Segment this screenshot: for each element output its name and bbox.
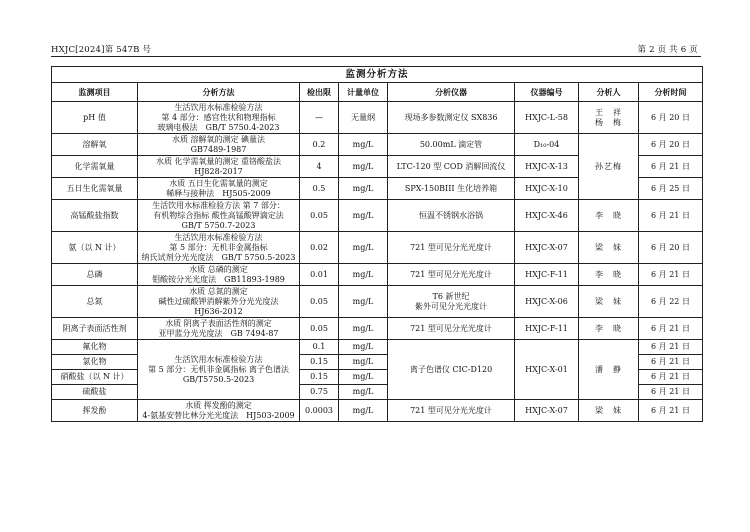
unit: mg/L [339, 178, 388, 200]
analysis-date: 6 月 22 日 [639, 286, 703, 318]
instrument-number: HXJC-F-11 [515, 318, 579, 340]
analyst-line: 孙艺梅 [595, 161, 622, 171]
analysis-method-line: 第 5 部分：无机非金属指标 离子色谱法 [148, 364, 289, 374]
analyst-line: 王 祥 [595, 107, 622, 117]
methods-table [51, 66, 703, 422]
unit: mg/L [339, 232, 388, 264]
monitoring-item: 氨（以 N 计） [52, 232, 138, 264]
analysis-method [138, 102, 300, 134]
analysis-method [138, 200, 300, 232]
analysis-method-line: 第 4 部分：感官性状和物理指标 [161, 112, 276, 122]
table-row [52, 264, 703, 286]
instrument-number: HXJC-X-06 [515, 286, 579, 318]
detection-limit: 0.05 [300, 286, 339, 318]
column-header: 计量单位 [339, 83, 388, 102]
instrument [388, 178, 515, 200]
instrument-line: 721 型可见分光光度计 [410, 242, 492, 252]
analysis-method-line: 水质 总氮的测定 [189, 286, 248, 296]
instrument [388, 232, 515, 264]
analysis-date: 6 月 21 日 [639, 200, 703, 232]
analysis-method [138, 400, 300, 422]
monitoring-item: 氯化物 [52, 355, 138, 370]
instrument-number: HXJC-X-01 [515, 340, 579, 400]
column-header: 监测项目 [52, 83, 138, 102]
analyst-line: 梁 妹 [595, 296, 622, 306]
analysis-method [138, 156, 300, 178]
analysis-method-line: GB/T5750.5-2023 [182, 374, 255, 384]
monitoring-item: 硝酸盐（以 N 计） [52, 370, 138, 385]
analysis-method-line: 亚甲蓝分光光度法 GB 7494-87 [158, 328, 279, 338]
table-title: 监测分析方法 [52, 67, 703, 83]
analysis-date: 6 月 20 日 [639, 134, 703, 156]
table-row [52, 134, 703, 156]
analysis-date: 6 月 21 日 [639, 340, 703, 355]
detection-limit: 0.02 [300, 232, 339, 264]
table-row [52, 232, 703, 264]
instrument [388, 400, 515, 422]
analysis-method [138, 178, 300, 200]
table-row [52, 200, 703, 232]
analysis-date: 6 月 21 日 [639, 156, 703, 178]
analysis-method-line: 生活饮用水标准检验方法 [174, 232, 263, 242]
analysis-method-line: 水质 溶解氧的测定 碘量法 [171, 134, 266, 144]
unit: 无量纲 [339, 102, 388, 134]
analyst [579, 286, 639, 318]
monitoring-item: 总磷 [52, 264, 138, 286]
analyst [579, 200, 639, 232]
analysis-method-line: 水质 阴离子表面活性剂的测定 [165, 318, 272, 328]
instrument-number: HXJC-X-10 [515, 178, 579, 200]
unit: mg/L [339, 370, 388, 385]
table-row [52, 318, 703, 340]
detection-limit: 0.05 [300, 200, 339, 232]
instrument-number: HXJC-L-58 [515, 102, 579, 134]
analysis-method-line: 玻璃电极法 GB/T 5750.4-2023 [157, 122, 280, 132]
instrument-line: 现场多参数测定仪 SX836 [404, 112, 498, 122]
unit: mg/L [339, 134, 388, 156]
analyst [579, 134, 639, 200]
analyst [579, 232, 639, 264]
analysis-method-line: GB7489-1987 [190, 144, 247, 154]
analyst [579, 264, 639, 286]
detection-limit: 0.0003 [300, 400, 339, 422]
monitoring-item: 阴离子表面活性剂 [52, 318, 138, 340]
instrument [388, 200, 515, 232]
table-row [52, 286, 703, 318]
instrument-number: HXJC-F-11 [515, 264, 579, 286]
instrument-line: SPX-150BIII 生化培养箱 [404, 183, 498, 193]
instrument [388, 134, 515, 156]
analyst [579, 400, 639, 422]
instrument-line: 紫外可见分光光度计 [415, 301, 487, 311]
instrument-number: HXJC-X-13 [515, 156, 579, 178]
monitoring-item: 硫酸盐 [52, 385, 138, 400]
detection-limit: 0.5 [300, 178, 339, 200]
analyst-line: 梁 妹 [595, 242, 622, 252]
analysis-method-line: 第 5 部分：无机非金属指标 [169, 242, 268, 252]
analysis-method-line: 生活饮用水标准检验方法 [174, 102, 263, 112]
analyst-line: 李 晓 [595, 269, 622, 279]
column-header: 分析时间 [639, 83, 703, 102]
instrument-line: 721 型可见分光光度计 [410, 269, 492, 279]
unit: mg/L [339, 200, 388, 232]
analysis-method-line: 水质 总磷的测定 [189, 264, 248, 274]
analysis-method [138, 340, 300, 400]
unit: mg/L [339, 385, 388, 400]
detection-limit: 0.01 [300, 264, 339, 286]
detection-limit: 4 [300, 156, 339, 178]
instrument-number: HXJC-X-07 [515, 400, 579, 422]
instrument-line: 721 型可见分光光度计 [410, 323, 492, 333]
monitoring-item: 总氮 [52, 286, 138, 318]
analysis-method-line: 生活饮用水标准检验方法 [174, 354, 263, 364]
instrument-number: HXJC-X-46 [515, 200, 579, 232]
unit: mg/L [339, 400, 388, 422]
column-header: 分析人 [579, 83, 639, 102]
instrument-line: T6 新世纪 [432, 291, 470, 301]
analyst [579, 318, 639, 340]
analysis-method-line: GB/T 5750.7-2023 [181, 220, 256, 230]
analysis-method [138, 318, 300, 340]
analysis-date: 6 月 21 日 [639, 400, 703, 422]
instrument-line: LTC-120 型 COD 消解回流仪 [396, 161, 506, 171]
analysis-date: 6 月 21 日 [639, 370, 703, 385]
analysis-method [138, 232, 300, 264]
table-row [52, 102, 703, 134]
instrument [388, 264, 515, 286]
analyst-line: 杨 梅 [595, 117, 622, 127]
detection-limit: 0.05 [300, 318, 339, 340]
instrument [388, 102, 515, 134]
detection-limit: 0.2 [300, 134, 339, 156]
analysis-method [138, 286, 300, 318]
header-rule [51, 56, 701, 57]
detection-limit: 0.15 [300, 370, 339, 385]
detection-limit: 0.15 [300, 355, 339, 370]
analysis-date: 6 月 21 日 [639, 264, 703, 286]
monitoring-item: 高锰酸盐指数 [52, 200, 138, 232]
instrument-number: HXJC-X-07 [515, 232, 579, 264]
detection-limit: 0.1 [300, 340, 339, 355]
analysis-method-line: HJ636-2012 [194, 306, 243, 316]
instrument-number: D₁₀-04 [515, 134, 579, 156]
analyst-line: 潘 静 [595, 364, 622, 374]
instrument [388, 286, 515, 318]
analysis-method-line: 4-氨基安替比林分光光度法 HJ503-2009 [142, 410, 295, 420]
analyst [579, 340, 639, 400]
detection-limit: — [300, 102, 339, 134]
instrument [388, 156, 515, 178]
unit: mg/L [339, 340, 388, 355]
analysis-method-line: 水质 五日生化需氧量的测定 [169, 178, 268, 188]
analyst [579, 102, 639, 134]
analysis-method [138, 264, 300, 286]
instrument-line: 50.00mL 滴定管 [419, 139, 483, 149]
page-number: 第 2 页 共 6 页 [637, 45, 698, 55]
analysis-method-line: 钼酸铵分光光度法 GB11893-1989 [152, 274, 285, 284]
analysis-method-line: 生活饮用水标准检验方法 第 7 部分： [152, 200, 285, 210]
monitoring-item: 溶解氧 [52, 134, 138, 156]
monitoring-item: 挥发酚 [52, 400, 138, 422]
analysis-date: 6 月 20 日 [639, 102, 703, 134]
monitoring-item: 氟化物 [52, 340, 138, 355]
analysis-method-line: 水质 化学需氧量的测定 重铬酸盐法 [155, 156, 282, 166]
analysis-method-line: 水质 挥发酚的测定 [185, 400, 252, 410]
monitoring-item: 五日生化需氧量 [52, 178, 138, 200]
analysis-method-line: 稀释与接种法 HJ505-2009 [166, 188, 271, 198]
column-header: 分析仪器 [388, 83, 515, 102]
column-header: 分析方法 [138, 83, 300, 102]
unit: mg/L [339, 286, 388, 318]
table-row [52, 340, 703, 355]
analysis-method-line: 碱性过硫酸钾消解紫外分光光度法 [158, 296, 279, 306]
analysis-method-line: 有机物综合指标 酸性高锰酸钾滴定法 [153, 210, 284, 220]
instrument [388, 318, 515, 340]
analyst-line: 梁 妹 [595, 405, 622, 415]
report-number: HXJC[2024]第 547B 号 [51, 45, 152, 55]
monitoring-item: 化学需氧量 [52, 156, 138, 178]
analysis-method-line: HJ828-2017 [194, 166, 243, 176]
column-header: 仪器编号 [515, 83, 579, 102]
analyst-line: 李 晓 [595, 210, 622, 220]
detection-limit: 0.75 [300, 385, 339, 400]
analysis-date: 6 月 20 日 [639, 232, 703, 264]
unit: mg/L [339, 156, 388, 178]
monitoring-item: pH 值 [52, 102, 138, 134]
unit: mg/L [339, 318, 388, 340]
analysis-date: 6 月 25 日 [639, 178, 703, 200]
instrument-line: 721 型可见分光光度计 [410, 405, 492, 415]
instrument [388, 340, 515, 400]
analysis-date: 6 月 21 日 [639, 355, 703, 370]
instrument-line: 恒温不锈钢水浴锅 [419, 210, 483, 220]
unit: mg/L [339, 264, 388, 286]
column-header: 检出限 [300, 83, 339, 102]
instrument-line: 离子色谱仪 CIC-D120 [409, 364, 493, 374]
table-row [52, 400, 703, 422]
analysis-date: 6 月 21 日 [639, 385, 703, 400]
analyst-line: 李 晓 [595, 323, 622, 333]
analysis-method [138, 134, 300, 156]
analysis-date: 6 月 21 日 [639, 318, 703, 340]
analysis-method-line: 纳氏试剂分光光度法 GB/T 5750.5-2023 [141, 252, 296, 262]
unit: mg/L [339, 355, 388, 370]
